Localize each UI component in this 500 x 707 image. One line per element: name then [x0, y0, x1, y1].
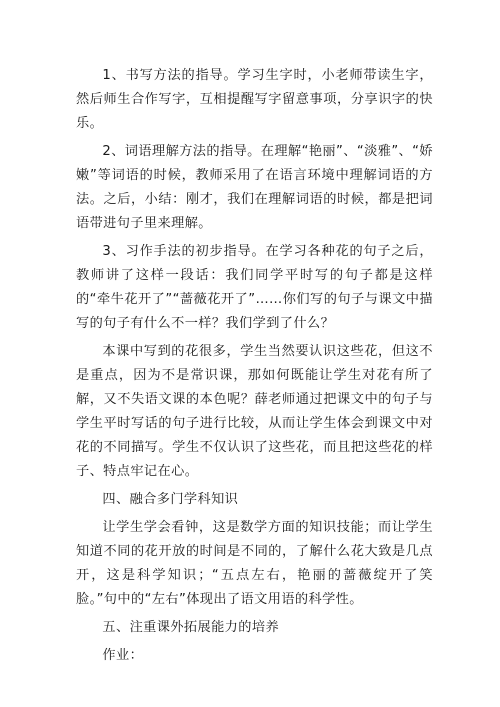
paragraph-writing-method: 1、书写方法的指导。学习生字时，小老师带读生字，然后师生合作写字，互相提醒写字留意事项，分享识字的快乐。	[76, 68, 433, 131]
section-heading-integration: 四、融合多门学科知识	[102, 492, 239, 507]
document-body	[76, 64, 433, 668]
paragraph-integration: 让学生学会看钟，这是数学方面的知识技能；而让学生知道不同的花开放的时间是不同的，了解什么花大致是几点开，这是科学知识；“五点左右，艳丽的蔷薇绽开了笑脸。”句中的“左右”体现出了语文用语的科学性。	[76, 520, 433, 607]
paragraph-homework: 作业：	[102, 648, 144, 663]
paragraph-flower-discussion: 本课中写到的花很多，学生当然要认识这些花，但这不是重点，因为不是常识课，那如何既能让学生对花有所了解，又不失语文课的本色呢？薛老师通过把课文中的句子与学生平时写话的句子进行比较，从而让学生体会到课文中对花的不同描写。学生不仅认识了这些花，而且把这些花的样子、特点牢记在心。	[76, 344, 433, 479]
paragraph-composition-method: 3、习作手法的初步指导。在学习各种花的句子之后，教师讲了这样一段话：我们同学平时写的句子都是这样的“牵牛花开了”“蔷薇花开了”……你们写的句子与课文中描写的句子有什么不一样？我们学到了什么？	[76, 244, 433, 331]
section-heading-extension: 五、注重课外拓展能力的培养	[102, 620, 280, 635]
paragraph-vocabulary-method: 2、词语理解方法的指导。在理解“艳丽”、“淡雅”、“娇嫩”等词语的时候，教师采用了在语言环境中理解词语的方法。之后，小结：刚才，我们在理解词语的时候，都是把词语带进句子里来理解。	[76, 144, 433, 231]
